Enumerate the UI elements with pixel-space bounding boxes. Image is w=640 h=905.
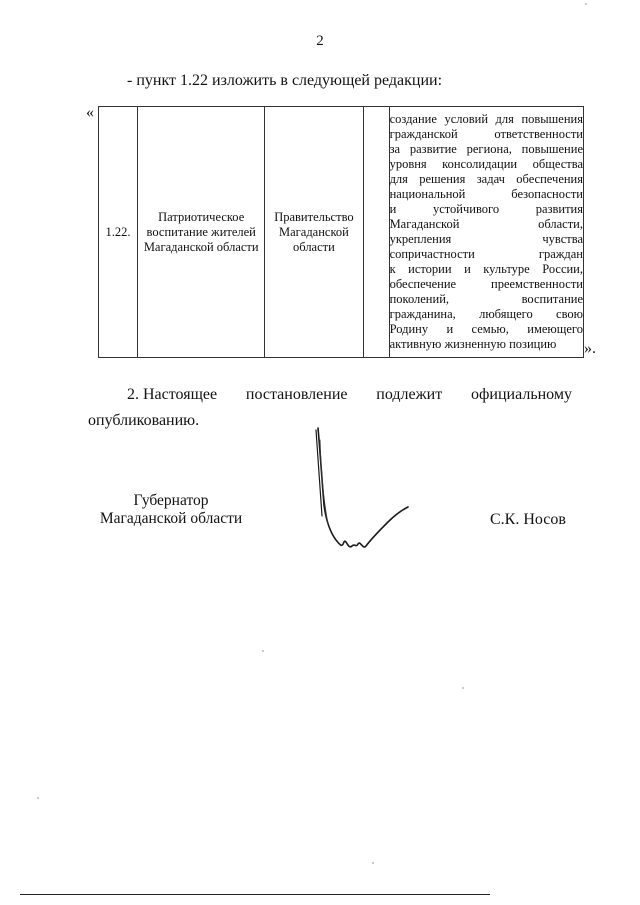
goal-line: активную жизненную позицию [389, 337, 557, 351]
paragraph-2-word: постановление [245, 386, 348, 403]
governor-title [90, 492, 252, 528]
goal-line: для решения задач обеспечения [389, 172, 583, 186]
item-number: 1.22. [105, 224, 131, 239]
responsible-cell [265, 107, 363, 358]
paragraph-2-word: 2. Настоящее [127, 386, 218, 403]
scan-speck [585, 3, 587, 5]
scan-speck [262, 650, 264, 652]
paragraph-2-second-line: опубликованию. [88, 412, 200, 429]
amendment-table [98, 106, 584, 358]
goal-line: Магаданской области, [389, 217, 583, 231]
responsible-line: Магаданской [278, 224, 349, 239]
governor-name: С.К. Носов [490, 511, 566, 528]
handwritten-signature [300, 420, 420, 570]
paragraph-2-word: подлежит [376, 386, 443, 403]
opening-quote: « [86, 104, 94, 121]
goal-line: гражданской ответственности [389, 127, 583, 141]
goal-line: национальной безопасности [389, 187, 583, 201]
goal-line: Родину и семью, имеющего [389, 322, 583, 336]
item-name-line: воспитание жителей [146, 224, 256, 239]
item-name-line: Патриотическое [158, 209, 245, 224]
governor-title-line: Магаданской области [99, 510, 243, 527]
goal-line: к истории и культуре России, [389, 262, 583, 276]
responsible-line: Правительство [274, 209, 354, 224]
goal-line: поколений, воспитание [389, 292, 583, 306]
closing-quote: ». [584, 340, 596, 357]
scan-speck [462, 687, 464, 689]
empty-cell [363, 107, 389, 358]
paragraph-2-first-line [127, 386, 572, 404]
goal-line: сопричастности граждан [389, 247, 583, 261]
governor-title-line: Губернатор [133, 492, 209, 509]
goal-cell [389, 107, 583, 358]
goal-line: создание условий для повышения [389, 112, 583, 126]
goal-line: укрепления чувства [389, 232, 583, 246]
bottom-scan-line [20, 894, 490, 895]
responsible-line: области [293, 239, 335, 254]
item-number-cell [99, 107, 138, 358]
paragraph-2-word: официальному [471, 386, 572, 403]
scan-speck [372, 862, 374, 864]
goal-line: и устойчивого развития [389, 202, 583, 216]
item-name-line: Магаданской области [143, 239, 259, 254]
goal-line: обеспечение преемственности [389, 277, 583, 291]
scan-speck [37, 797, 39, 799]
item-name-cell [138, 107, 265, 358]
table-row [99, 107, 584, 358]
goal-line: уровня консолидации общества [389, 157, 583, 171]
goal-line: гражданина, любящего свою [389, 307, 583, 321]
amendment-intro: - пункт 1.22 изложить в следующей редакции: [127, 72, 443, 89]
goal-line: за развитие региона, повышение [389, 142, 583, 156]
page-number: 2 [316, 33, 324, 49]
